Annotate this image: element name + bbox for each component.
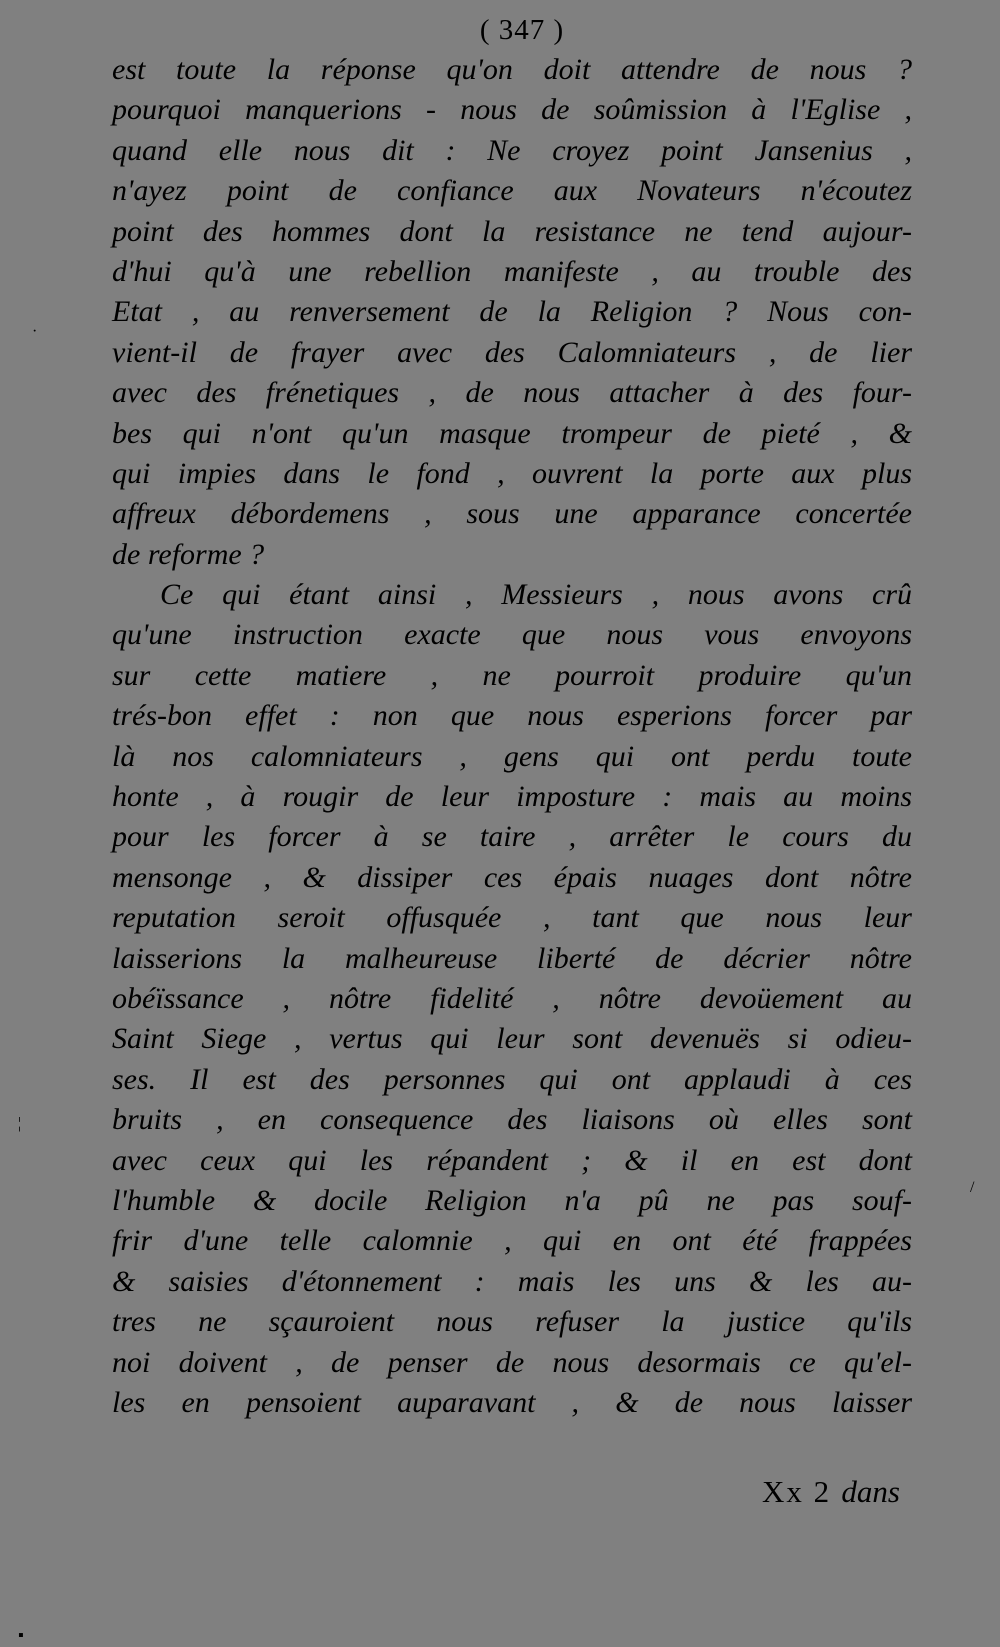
text-line: avec des frénetiques , de nous attacher à des four- (112, 376, 912, 410)
text-line: affreux débordemens , sous une apparance concertée (112, 497, 912, 531)
text-line: laisserions la malheureuse liberté de décrier nôtre (112, 941, 912, 975)
signature-mark: Xx 2 (762, 1474, 832, 1509)
margin-mark: / (970, 1179, 975, 1196)
text-line: sur cette matiere , ne pourroit produire qu'un (112, 658, 912, 692)
text-line: bruits , en consequence des liaisons où elles sont (112, 1103, 912, 1137)
text-line: quand elle nous dit : Ne croyez point Jansenius , (112, 133, 912, 167)
text-line: pourquoi manquerions - nous de soûmission à l'Eglise , (112, 93, 912, 127)
text-line: qui impies dans le fond , ouvrent la porte aux plus (112, 456, 912, 490)
text-line: point des hommes dont la resistance ne tend aujour- (112, 214, 912, 248)
text-line: l'humble & docile Religion n'a pû ne pas souf- (112, 1183, 912, 1217)
text-line: Ce qui étant ainsi , Messieurs , nous avons crû (160, 578, 912, 612)
ink-speck: ▪ (18, 1627, 24, 1644)
text-line: mensonge , & dissiper ces épais nuages dont nôtre (112, 860, 912, 894)
text-line: trés-bon effet : non que nous esperions forcer par (112, 699, 912, 733)
text-line: qu'une instruction exacte que nous vous envoyons (112, 618, 912, 652)
text-line: obéïssance , nôtre fidelité , nôtre devoüement au (112, 981, 912, 1015)
text-line: reputation seroit offusquée , tant que nous leur (112, 901, 912, 935)
text-line: les en pensoient auparavant , & de nous laisser (112, 1385, 912, 1419)
text-line: ses. Il est des personnes qui ont applaudi à ces (112, 1062, 912, 1096)
text-line: pour les forcer à se taire , arrêter le cours du (112, 820, 912, 854)
ink-speck: · (32, 323, 38, 340)
text-line: noi doivent , de penser de nous desormais ce qu'el- (112, 1345, 912, 1379)
text-line: là nos calomniateurs , gens qui ont perdu toute (112, 739, 912, 773)
text-line: avec ceux qui les répandent ; & il en est dont (112, 1143, 912, 1177)
text-line: de reforme ? (112, 537, 265, 571)
text-line: n'ayez point de confiance aux Novateurs n'écoutez (112, 174, 912, 208)
body-text (112, 50, 912, 1423)
text-line: Etat , au renversement de la Religion ? Nous con- (112, 295, 912, 329)
text-line: & saisies d'étonnement : mais les uns & les au- (112, 1264, 912, 1298)
text-line: bes qui n'ont qu'un masque trompeur de pieté , & (112, 416, 912, 450)
text-line: Saint Siege , vertus qui leur sont devenuës si odieu- (112, 1022, 912, 1056)
text-line: frir d'une telle calomnie , qui en ont été frappées (112, 1224, 912, 1258)
text-line: d'hui qu'à une rebellion manifeste , au trouble des (112, 254, 912, 288)
page-footer (112, 1474, 912, 1516)
text-line: tres ne sçauroient nous refuser la justice qu'ils (112, 1305, 912, 1339)
text-line: honte , à rougir de leur imposture : mais au moins (112, 780, 912, 814)
text-line: est toute la réponse qu'on doit attendre de nous ? (112, 53, 912, 86)
page-number: ( 347 ) (479, 14, 565, 46)
margin-mark: ¦ (18, 1115, 22, 1132)
catchword: dans (841, 1474, 900, 1509)
text-line: vient-il de frayer avec des Calomniateurs , de lier (112, 335, 912, 369)
